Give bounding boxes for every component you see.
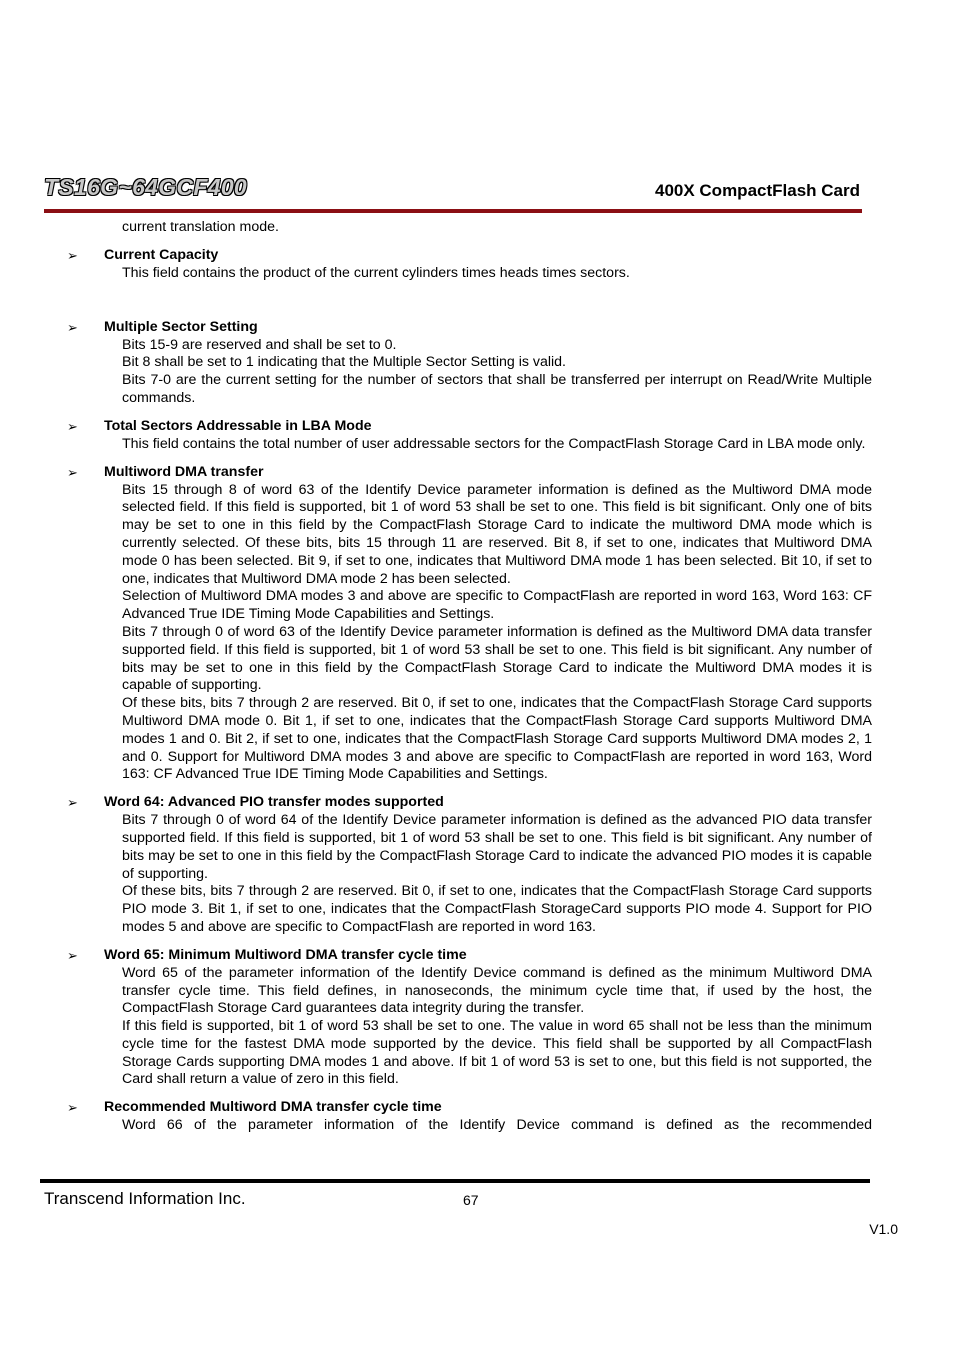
section-heading: [67, 794, 872, 812]
section-title: Word 65: Minimum Multiword DMA transfer cycle time: [104, 946, 467, 963]
section-paragraph: Bits 15 through 8 of word 63 of the Identify Device parameter information is defined as the Multiword DMA mode selected field. If this field is supported, bit 1 of word 53 shall be set to one. This field is bit significant. Only one of bits may be set to one in this field by the CompactFlash Storage Card to indicate the multiword DMA mode which is currently selected. Of these bits, bits 15 through 11 are reserved. Bit 8, if set to one, indicates that Multiword DMA mode 0 has been selected. Bit 9, if set to one, indicates that Multiword DMA mode 1 has been selected. Bit 10, if set to one, indicates that Multiword DMA mode 2 has been selected.: [122, 481, 872, 587]
section-title: Total Sectors Addressable in LBA Mode: [104, 417, 372, 434]
section-heading: [67, 947, 872, 965]
arrow-bullet-icon: ➢: [67, 1100, 78, 1116]
section: [67, 947, 872, 1090]
section-heading: [67, 319, 872, 337]
section-title: Multiple Sector Setting: [104, 318, 258, 335]
section-title: Recommended Multiword DMA transfer cycle time: [104, 1099, 442, 1116]
section-paragraph: Of these bits, bits 7 through 2 are reserved. Bit 0, if set to one, indicates that the CompactFlash Storage Card supports PIO mode 3. Bit 1, if set to one, indicates that the CompactFlash StorageCard supports PIO mode 4. Support for PIO modes 5 and above are specific to CompactFlash are reported in word 163.: [122, 883, 872, 935]
section: [67, 319, 872, 408]
section-title: Word 64: Advanced PIO transfer modes supported: [104, 794, 444, 811]
document-title: TS16G~64GCF400: [44, 174, 248, 200]
document-version: V1.0: [869, 1221, 898, 1237]
section: [67, 464, 872, 785]
section: [67, 418, 872, 454]
section-paragraph: Selection of Multiword DMA modes 3 and above are specific to CompactFlash are reported in word 163, Word 163: CF Advanced True IDE Timing Mode Capabilities and Settings.: [122, 588, 872, 623]
section-title: Current Capacity: [104, 246, 219, 263]
section-paragraph: Word 65 of the parameter information of the Identify Device command is defined as the minimum Multiword DMA transfer cycle time. This field defines, in nanoseconds, the minimum cycle time that, if used by the host, the CompactFlash Storage Card guarantees data integrity during the transfer.: [122, 964, 872, 1017]
arrow-bullet-icon: ➢: [67, 464, 78, 480]
section-paragraph: Of these bits, bits 7 through 2 are reserved. Bit 0, if set to one, indicates that the CompactFlash Storage Card supports Multiword DMA mode 0. Bit 1, if set to one, indicates that the CompactFlash Storage Card supports Multiword DMA modes 1 and 0. Bit 2, if set to one, indicates that the CompactFlash Storage Card supports Multiword DMA modes 2, 1 and 0. Support for Multiword DMA modes 3 and above are specific to CompactFlash are reported in word 163, Word 163: CF Advanced True IDE Timing Mode Capabilities and Settings.: [122, 695, 872, 783]
section: [67, 247, 872, 283]
section-title: Multiword DMA transfer: [104, 463, 264, 480]
arrow-bullet-icon: ➢: [67, 319, 78, 335]
section-paragraph: This field contains the total number of user addressable sectors for the CompactFlash Storage Card in LBA mode only.: [122, 435, 866, 452]
section-paragraph: Word 66 of the parameter information of the Identify Device command is defined as the recommended: [122, 1117, 872, 1134]
section-paragraph: Bits 7 through 0 of word 64 of the Identify Device parameter information is defined as the advanced PIO data transfer supported field. If this field is supported, bit 1 of word 53 shall be set to one. This field is bit significant. Any number of bits may be set to one in this field by the CompactFlash Storage Card to indicate the advanced PIO modes it is capable of supporting.: [122, 812, 872, 882]
header-divider: [44, 209, 862, 213]
section: [67, 1099, 872, 1135]
section-paragraph: If this field is supported, bit 1 of word 53 shall be set to one. The value in word 65 shall not be less than the minimum cycle time for the fastest DMA mode supported by the device. This field shall be supported by all CompactFlash Storage Cards supporting DMA modes 1 and above. If bit 1 of word 53 is set to one, but this field is not supported, the Card shall return a value of zero in this field.: [122, 1018, 872, 1088]
section-paragraph: Bits 7 through 0 of word 63 of the Identify Device parameter information is defined as the Multiword DMA data transfer supported field. If this field is supported, bit 1 of word 53 shall be set to one. This field is bit significant. Any number of bits may be set to one in this field by the CompactFlash Storage Card to indicate the Multiword DMA modes it is capable of supporting.: [122, 623, 872, 694]
document-subtitle: 400X CompactFlash Card: [654, 181, 860, 200]
section-paragraph: Bits 15-9 are reserved and shall be set to 0.: [122, 336, 397, 353]
page-number: 67: [463, 1192, 479, 1208]
company-name: Transcend Information Inc.: [44, 1189, 246, 1208]
section-heading: [67, 418, 872, 436]
section: [67, 794, 872, 937]
section-heading: [67, 1099, 872, 1117]
arrow-bullet-icon: ➢: [67, 247, 78, 263]
section-heading: [67, 464, 872, 482]
section-paragraph: This field contains the product of the current cylinders times heads times sectors.: [122, 264, 630, 281]
footer-divider: [40, 1179, 870, 1183]
arrow-bullet-icon: ➢: [67, 795, 78, 811]
arrow-bullet-icon: ➢: [67, 947, 78, 963]
section-paragraph: Bit 8 shall be set to 1 indicating that the Multiple Sector Setting is valid.: [122, 354, 566, 371]
continued-text: current translation mode.: [122, 219, 279, 235]
section-paragraph: Bits 7-0 are the current setting for the number of sectors that shall be transferred per interrupt on Read/Write Multiple commands.: [122, 372, 872, 406]
page-content: [67, 219, 872, 1135]
arrow-bullet-icon: ➢: [67, 418, 78, 434]
section-heading: [67, 247, 872, 265]
